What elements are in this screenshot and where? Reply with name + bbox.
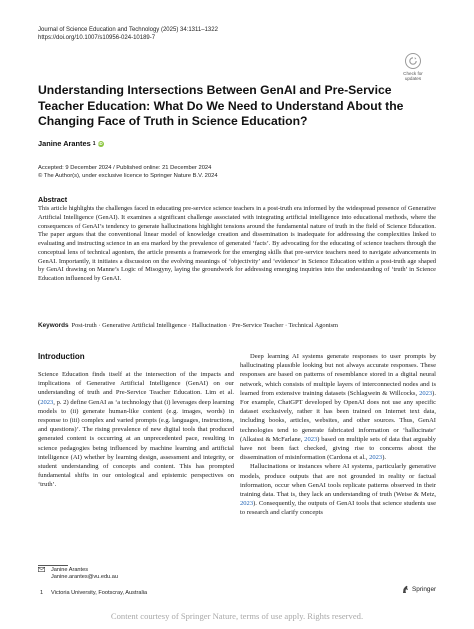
- journal-header: [38, 26, 218, 42]
- author-affiliation-marker: 1: [92, 140, 96, 147]
- contact-name: Janine Arantes: [51, 567, 89, 573]
- springer-label: Springer: [412, 586, 437, 593]
- citation-link[interactable]: 2023: [304, 435, 318, 443]
- check-updates-icon: [405, 53, 421, 69]
- springer-logo: [402, 585, 436, 594]
- citation-link[interactable]: 2023: [240, 500, 254, 508]
- author-line: [38, 139, 104, 148]
- check-for-updates-badge[interactable]: [396, 53, 430, 81]
- orcid-icon[interactable]: iD: [98, 140, 103, 146]
- doi-link[interactable]: https://doi.org/10.1007/s10956-024-10189-7: [38, 35, 156, 41]
- abstract-heading: Abstract: [38, 195, 68, 204]
- check-updates-label-2: updates: [404, 76, 422, 82]
- publication-dates: [38, 164, 218, 180]
- accepted-published-dates: Accepted: 9 December 2024 / Published online: 21 December 2024: [38, 165, 212, 171]
- citation-link[interactable]: 2023: [419, 389, 433, 397]
- footnote-divider: [38, 565, 68, 566]
- intro-paragraph-1: Science Education finds itself at the intersection of the impacts and implications of Generative Artificial Intelligence (GenAI) on our understanding of truth and Pre-Service Teacher Education. Lim et al. (2023, p. 2) define GenAI as ‘a technology that (i) leverages deep learning models to (ii) generate human-like content (e.g. images, words) in response to (iii) complex and varied prompts (e.g. languages, instructions, and questions)’. The rising prevalence of new digital tools that produced generated content is occurring at an unprecedented pace, resulting in science pedagogies being influenced by machine learning and artificial intelligence (AI) whether by learning design, assessment and integrity, or student understanding of concepts and content. This has prompted fundamental shifts in our ontological and epistemic perspectives on ‘truth’.: [38, 371, 234, 489]
- contact-email[interactable]: Janine.arantes@vu.edu.au: [51, 574, 118, 580]
- envelope-icon: [38, 567, 45, 581]
- intro-paragraph-2: Deep learning AI systems generate responses to user prompts by hallucinating plausible looking but not always accurate responses. These responses are based on patterns of resemblance stored in a digital neural network, which consists of multiple layers of interconnected nodes and is learned from extensive training datasets (Schlagwein & Willcocks, 2023). For example, ChatGPT developed by OpenAI does not use any specific dataset exclusively, rather it has been trained on Internet text data, including books, articles, websites, and other sources. Thus, GenAI technologies tend to generate fabricated information or ‘hallucinate’ (Alkaissi & McFarlane, 2023) based on multiple sets of data that arguably have not been fact checked, giving rise to concerns about the dissemination of misinformation (Cardona et al., 2023).: [240, 353, 436, 462]
- abstract-text: This article highlights the challenges faced in educating pre-service science teachers in a post-truth era informed by the widespread presence of Generative Artificial Intelligence (GenAI). It examines a significant challenge associated with integrating artificial intelligence into educational methods, where the consequences of GenAI’s tendency to generate hallucinations highlight tensions around the fundamental nature of truth in the field of Science Education. The paper argues that the conventional linear model of knowledge creation and dissemination is inadequate for addressing the complexities linked to evaluating and instructing science in an era marked by the prevalence of generated ‘facts’. By advocating for the educating of science teachers through the conceptual lens of technical agonism, the article presents a framework for the emerging skills that pre-service teachers need to navigate advancements in GenAI. Importantly, it initiates a discussion on the evolving meanings of ‘objectivity’ and ‘evidence’ in Science Education within a post-truth age shaped by GenAI drawing on Manne’s Logic of Misogyny, laying the groundwork for addressing emerging inquiries into the understanding of ‘truth’ in Science Education influenced by GenAI.: [38, 205, 436, 282]
- article-title: Understanding Intersections Between GenAI and Pre-Service Teacher Education: What Do We Need to Understand About the Changing Face of Truth in Science Education?: [38, 83, 404, 128]
- keywords: [38, 322, 436, 331]
- citation-link[interactable]: 2023: [40, 398, 54, 406]
- copyright-line: © The Author(s), under exclusive licence to Springer Nature B.V. 2024: [38, 173, 218, 179]
- affiliation-footnote: [38, 590, 147, 597]
- affiliation-text: Victoria University, Footscray, Australia: [51, 590, 148, 596]
- courtesy-notice: Content courtesy of Springer Nature, terms of use apply. Rights reserved.: [110, 611, 364, 621]
- keywords-label: Keywords: [38, 322, 69, 329]
- introduction-heading: Introduction: [38, 352, 85, 361]
- affiliation-number: 1: [39, 590, 44, 596]
- keywords-list: Post-truth · Generative Artificial Intelligence · Hallucination · Pre-Service Teacher · Technical Agonism: [71, 322, 339, 329]
- body-column-right: [240, 352, 436, 518]
- correspondence-footnote: [38, 567, 118, 581]
- author-name[interactable]: Janine Arantes: [38, 139, 91, 148]
- body-column-left: [38, 370, 234, 490]
- intro-paragraph-3: Hallucinations or instances where AI systems, particularly generative models, produce outputs that are not grounded in reality or factual information, occur when GenAI tools replicate patterns observed in their training data. That is, they lack an understanding of truth (Weise & Metz, 2023). Consequently, the outputs of GenAI tools that science students use to research and clarify concepts: [240, 463, 436, 517]
- citation-link[interactable]: 2023: [369, 454, 383, 462]
- check-updates-label-1: Check for: [403, 71, 423, 76]
- journal-citation: Journal of Science Education and Technology (2025) 34:1311–1322: [38, 27, 218, 33]
- springer-horse-icon: [402, 585, 409, 594]
